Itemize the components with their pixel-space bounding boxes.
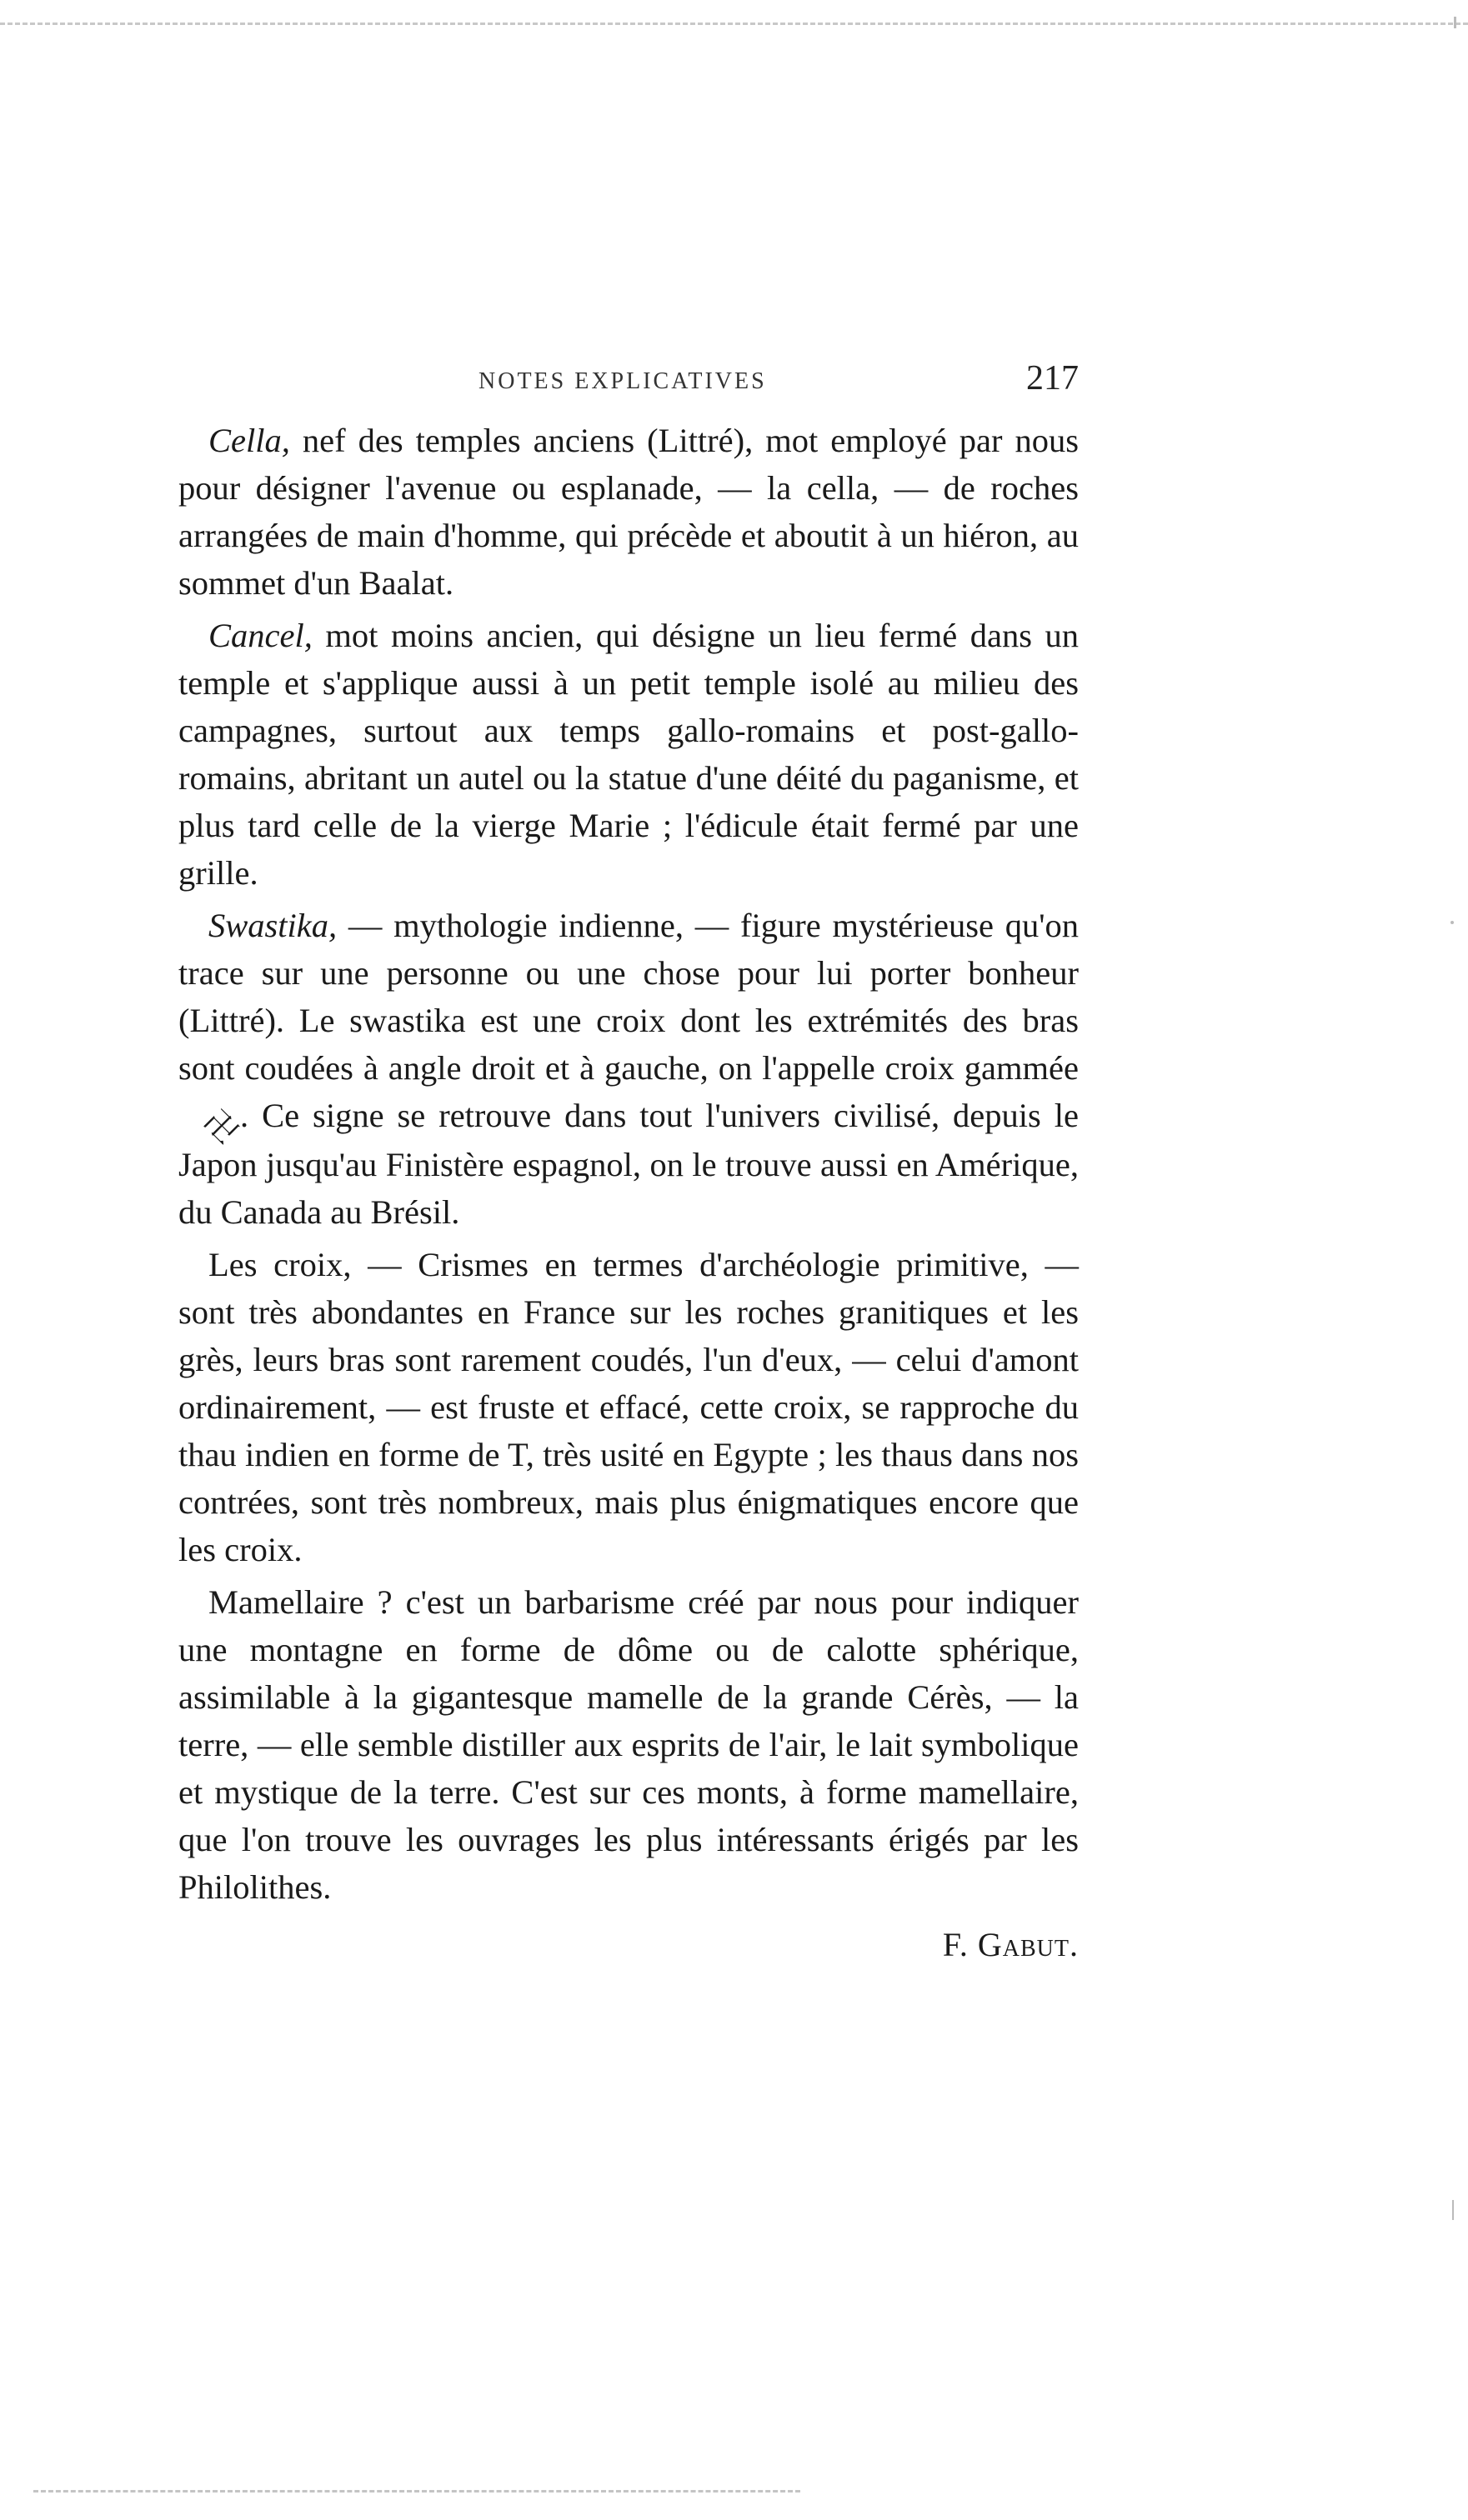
entry-text: Les croix, — Crismes en termes d'archéologie primitive, — sont très abondantes en France sur les roches granitiques et les grès, leurs bras sont rarement coudés, l'un d'eux, — celui d'amont ordinairement, — est fruste et effacé, cette croix, se rapproche du thau indien en forme de T, très usité en Egypte ; les thaus dans nos contrées, sont très nombreux, mais plus énigmatiques encore que les croix. (178, 1246, 1079, 1568)
body-text (178, 417, 1079, 1968)
entry-text: Mamellaire ? c'est un barbarisme créé par nous pour indiquer une montagne en forme de dôme ou de calotte sphérique, assimilable à la gigantesque mamelle de la grande Cérès, — la terre, — elle semble distiller aux esprits de l'air, le lait symbolique et mystique de la terre. C'est sur ces monts, à forme mamellaire, que l'on trouve les ouvrages les plus intéressants érigés par les Philolithes. (178, 1583, 1079, 1906)
running-head (178, 358, 1079, 417)
entry-text: mot moins ancien, qui désigne un lieu fermé dans un temple et s'applique aussi à un petit temple isolé au milieu des campagnes, surtout aux temps gallo-romains et post-gallo-romains, abritant un autel ou la statue d'une déité du paganisme, et plus tard celle de la vierge Marie ; l'édicule était fermé par une grille. (178, 617, 1079, 892)
swastika-glyph-icon: 卍 (196, 1103, 244, 1152)
author-signature: F. Gabut. (942, 1926, 1079, 1963)
margin-mark (1452, 2200, 1454, 2220)
book-page (178, 358, 1079, 1968)
entry-mamellaire (178, 1578, 1079, 1911)
entry-text: nef des temples anciens (Littré), mot employé par nous pour désigner l'avenue ou esplanade, — la cella, — de roches arrangées de main d'homme, qui précède et aboutit à un hiéron, au sommet d'un Baalat. (178, 422, 1079, 602)
scan-edge-bottom (33, 2490, 800, 2495)
term-cella: Cella, (208, 422, 290, 459)
page-number: 217 (1026, 359, 1079, 398)
running-title: NOTES EXPLICATIVES (478, 368, 767, 394)
term-cancel: Cancel, (208, 617, 313, 654)
scan-edge-top (0, 0, 1468, 25)
margin-mark (1454, 17, 1456, 28)
entry-text: . Ce signe se retrouve dans tout l'univers civilisé, depuis le Japon jusqu'au Finistère espagnol, on le trouve aussi en Amérique, du Canada au Brésil. (178, 1097, 1079, 1231)
entry-cella (178, 417, 1079, 607)
entry-croix (178, 1241, 1079, 1573)
entry-swastika (178, 902, 1079, 1236)
entry-cancel (178, 612, 1079, 897)
term-swastika: Swastika, (208, 907, 338, 944)
entry-text: — mythologie indienne, — figure mystérieuse qu'on trace sur une personne ou une chose pour lui porter bonheur (Littré). Le swastika est une croix dont les extrémités des bras sont coudées à angle droit et à gauche, on l'appelle croix gammée (178, 907, 1079, 1087)
margin-mark (1450, 921, 1454, 924)
